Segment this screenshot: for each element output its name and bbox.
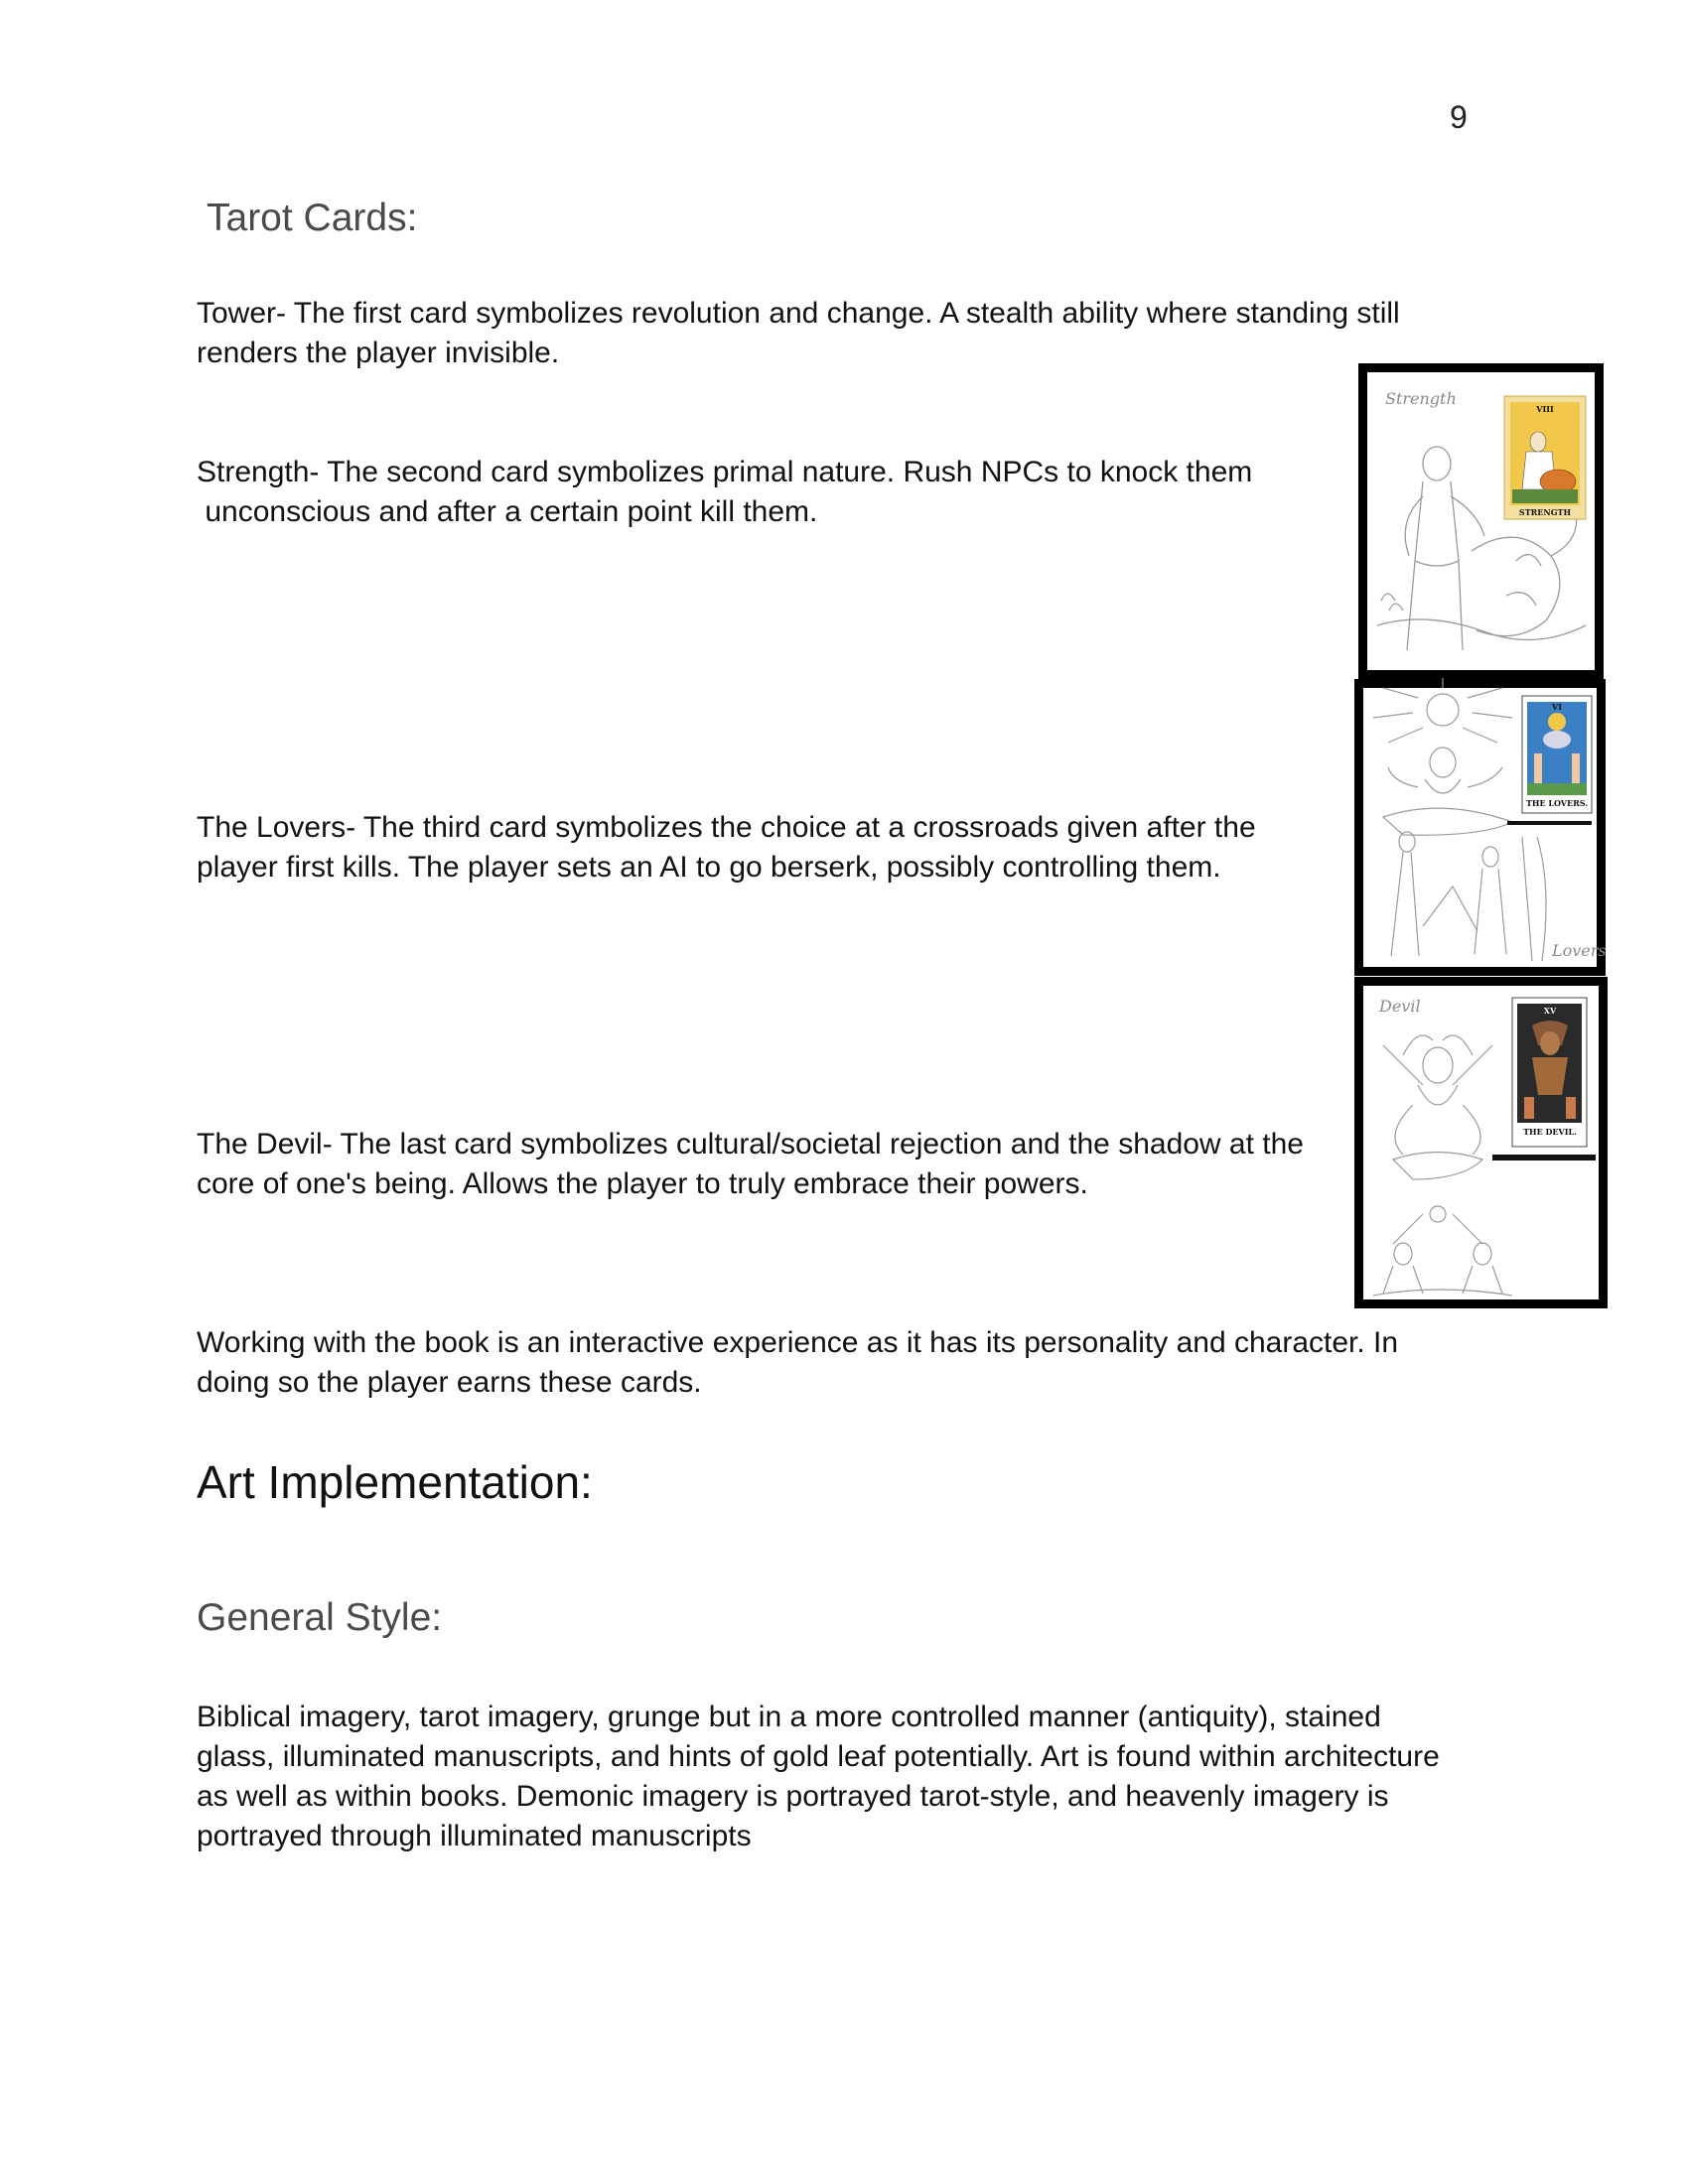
- strength-tarot-card: [1504, 396, 1586, 519]
- devil-sketch-illustration: [1363, 986, 1599, 1299]
- book-line-1: Working with the book is an interactive experience as it has its personality and character. In: [197, 1326, 1399, 1359]
- lovers-line-1: The Lovers- The third card symbolizes the choice at a crossroads given after the: [197, 811, 1256, 844]
- lovers-card-title: THE LOVERS.: [1525, 798, 1589, 808]
- tower-paragraph: [197, 294, 1400, 373]
- devil-line-1: The Devil- The last card symbolizes cultural/societal rejection and the shadow at the: [197, 1128, 1304, 1160]
- strength-card-image: [1358, 363, 1604, 679]
- general-style-line-1: Biblical imagery, tarot imagery, grunge but in a more controlled manner (antiquity), stained: [197, 1701, 1381, 1733]
- general-style-line-2: glass, illuminated manuscripts, and hints of gold leaf potentially. Art is found within architecture: [197, 1740, 1440, 1773]
- lovers-line-2: player first kills. The player sets an AI to go berserk, possibly controlling them.: [197, 851, 1221, 884]
- devil-card-title: THE DEVIL.: [1523, 1127, 1577, 1137]
- strength-card-number: VIII: [1536, 404, 1554, 414]
- devil-tarot-card: [1512, 998, 1587, 1147]
- strength-paragraph: [197, 453, 1252, 532]
- art-implementation-heading: Art Implementation:: [197, 1456, 593, 1508]
- strength-line-2: unconscious and after a certain point kill them.: [197, 495, 818, 528]
- lovers-sketch-label: Lovers: [1552, 941, 1607, 960]
- tower-line-1: Tower- The first card symbolizes revolution and change. A stealth ability where standing still: [197, 297, 1400, 330]
- book-paragraph: [197, 1323, 1398, 1403]
- page-number: 9: [1450, 99, 1468, 135]
- devil-paragraph: [197, 1125, 1304, 1204]
- lovers-card-number: VI: [1552, 702, 1562, 712]
- devil-card-number: XV: [1543, 1006, 1557, 1016]
- strength-card-title: STRENGTH: [1518, 507, 1572, 517]
- lovers-tarot-card: [1522, 696, 1592, 813]
- tarot-cards-heading: Tarot Cards:: [207, 197, 418, 239]
- devil-card-image: [1354, 977, 1608, 1308]
- devil-line-2: core of one's being. Allows the player to truly embrace their powers.: [197, 1167, 1088, 1200]
- lovers-sketch-illustration: [1363, 688, 1607, 967]
- general-style-line-3: as well as within books. Demonic imagery is portrayed tarot-style, and heavenly imagery is: [197, 1780, 1389, 1813]
- lovers-card-image: [1354, 679, 1606, 976]
- tower-line-2: renders the player invisible.: [197, 337, 560, 369]
- strength-sketch-label: Strength: [1385, 389, 1457, 408]
- general-style-line-4: portrayed through illuminated manuscripts: [197, 1820, 752, 1852]
- book-line-2: doing so the player earns these cards.: [197, 1366, 702, 1399]
- devil-sketch-label: Devil: [1379, 997, 1421, 1016]
- lovers-paragraph: [197, 808, 1256, 887]
- general-style-heading: General Style:: [197, 1596, 443, 1639]
- general-style-paragraph: [197, 1698, 1440, 1856]
- strength-sketch-illustration: [1367, 372, 1595, 670]
- strength-line-1: Strength- The second card symbolizes primal nature. Rush NPCs to knock them: [197, 456, 1253, 488]
